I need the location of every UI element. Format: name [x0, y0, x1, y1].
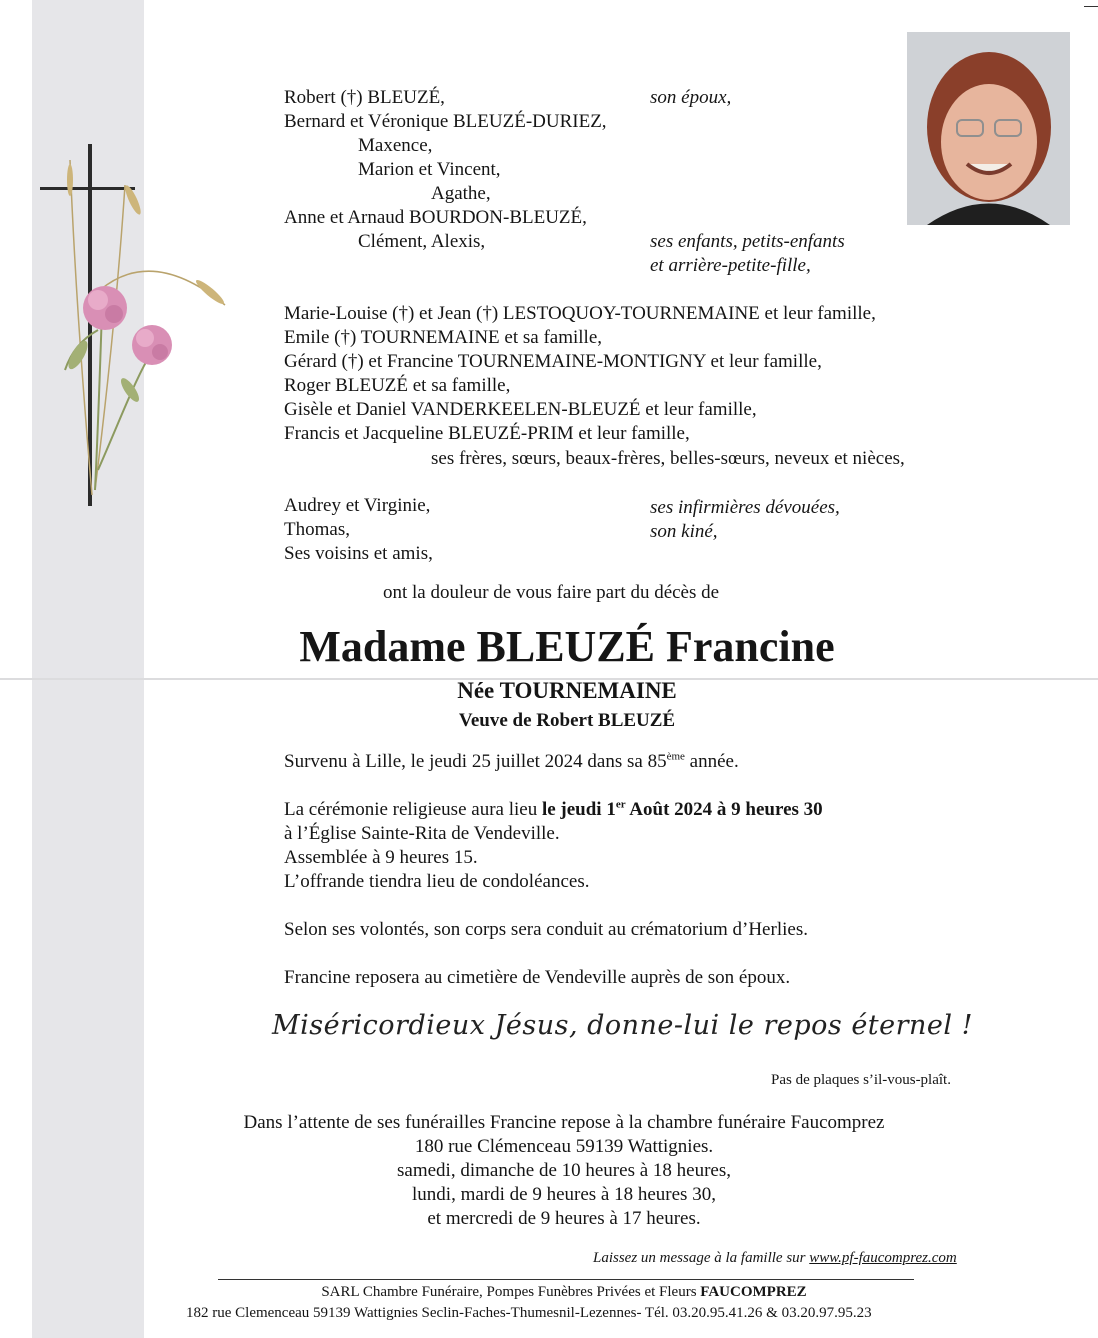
viewing-line: et mercredi de 9 heures à 17 heures. [427, 1208, 701, 1229]
carer-line: Audrey et Virginie, [284, 495, 431, 516]
announcement: ont la douleur de vous faire part du décès de [383, 582, 720, 603]
ceremony-sup: er [615, 798, 626, 811]
prayer: Miséricordieux Jésus, donne-lui le repos éternel ! [272, 1010, 973, 1041]
role-grandchildren: et arrière-petite-fille, [650, 255, 811, 276]
footer-company-name: FAUCOMPREZ [700, 1284, 807, 1300]
death-line [284, 750, 739, 774]
website-link[interactable]: www.pf-faucomprez.com [809, 1250, 957, 1266]
message-text: Laissez un message à la famille sur [593, 1250, 810, 1266]
sibling-line: Francis et Jacqueline BLEUZÉ-PRIM et leur famille, [284, 423, 690, 444]
no-plaques-note: Pas de plaques s’il-vous-plaît. [771, 1072, 951, 1088]
role-spouse: son époux, [650, 87, 732, 108]
family-line: Marion et Vincent, [358, 159, 501, 180]
widow-of: Veuve de Robert BLEUZÉ [458, 710, 676, 731]
sibling-line: Marie-Louise (†) et Jean (†) LESTOQUOY-TOURNEMAINE et leur famille, [284, 303, 876, 324]
family-line: Clément, Alexis, [358, 231, 486, 252]
sibling-line: Gérard (†) et Francine TOURNEMAINE-MONTIGNY et leur famille, [284, 351, 822, 372]
footer-rule [218, 1279, 914, 1280]
footer-company-text: SARL Chambre Funéraire, Pompes Funèbres Privées et Fleurs [321, 1284, 701, 1300]
cross-with-flowers-icon [40, 140, 240, 510]
viewing-line: Dans l’attente de ses funérailles Francine repose à la chambre funéraire Faucomprez [243, 1112, 885, 1133]
death-text: Survenu à Lille, le jeudi 25 juillet 2024 dans sa 85 [284, 751, 667, 772]
family-line: Bernard et Véronique BLEUZÉ-DURIEZ, [284, 111, 607, 132]
corner-mark [1084, 6, 1098, 7]
assembly-time: Assemblée à 9 heures 15. [284, 847, 478, 868]
siblings-role: ses frères, sœurs, beaux-frères, belles-sœurs, neveux et nièces, [431, 448, 905, 469]
sibling-line: Emile (†) TOURNEMAINE et sa famille, [284, 327, 603, 348]
viewing-line: samedi, dimanche de 10 heures à 18 heures, [397, 1160, 731, 1181]
sibling-line: Gisèle et Daniel VANDERKEELEN-BLEUZÉ et leur famille, [284, 399, 757, 420]
carer-role: ses infirmières dévouées, [650, 497, 840, 518]
footer-address: 182 rue Clemenceau 59139 Wattignies Seclin-Faches-Thumesnil-Lezennes- Tél. 03.20.95.41.26 & 03.20.97.95.23 [186, 1305, 872, 1321]
family-line: Agathe, [431, 183, 491, 204]
family-line: Robert (†) BLEUZÉ, [284, 87, 445, 108]
death-sup: ème [666, 750, 685, 763]
footer-company [214, 1284, 914, 1301]
carer-line: Ses voisins et amis, [284, 543, 433, 564]
ceremony-line [284, 798, 823, 822]
sibling-line: Roger BLEUZÉ et sa famille, [284, 375, 511, 396]
offering-note: L’offrande tiendra lieu de condoléances. [284, 871, 590, 892]
death-after: année. [684, 751, 739, 772]
maiden-name: Née TOURNEMAINE [457, 678, 677, 703]
family-line: Maxence, [358, 135, 433, 156]
family-line: Anne et Arnaud BOURDON-BLEUZÉ, [284, 207, 587, 228]
deceased-name: Madame BLEUZÉ Francine [299, 622, 835, 671]
cremation-note: Selon ses volontés, son corps sera conduit au crématorium d’Herlies. [284, 919, 808, 940]
message-line [593, 1250, 957, 1267]
portrait-photo [907, 32, 1070, 225]
role-children: ses enfants, petits-enfants [650, 231, 845, 252]
ceremony-date: le jeudi 1 [541, 799, 616, 820]
ceremony-time: Août 2024 à 9 heures 30 [625, 799, 823, 820]
ceremony-part1: La cérémonie religieuse aura lieu [284, 799, 542, 820]
resting-place: Francine reposera au cimetière de Vendeville auprès de son époux. [284, 967, 791, 988]
carer-role: son kiné, [650, 521, 718, 542]
ceremony-place: à l’Église Sainte-Rita de Vendeville. [284, 823, 560, 844]
viewing-line: 180 rue Clémenceau 59139 Wattignies. [414, 1136, 714, 1157]
viewing-line: lundi, mardi de 9 heures à 18 heures 30, [412, 1184, 716, 1205]
carer-line: Thomas, [284, 519, 350, 540]
